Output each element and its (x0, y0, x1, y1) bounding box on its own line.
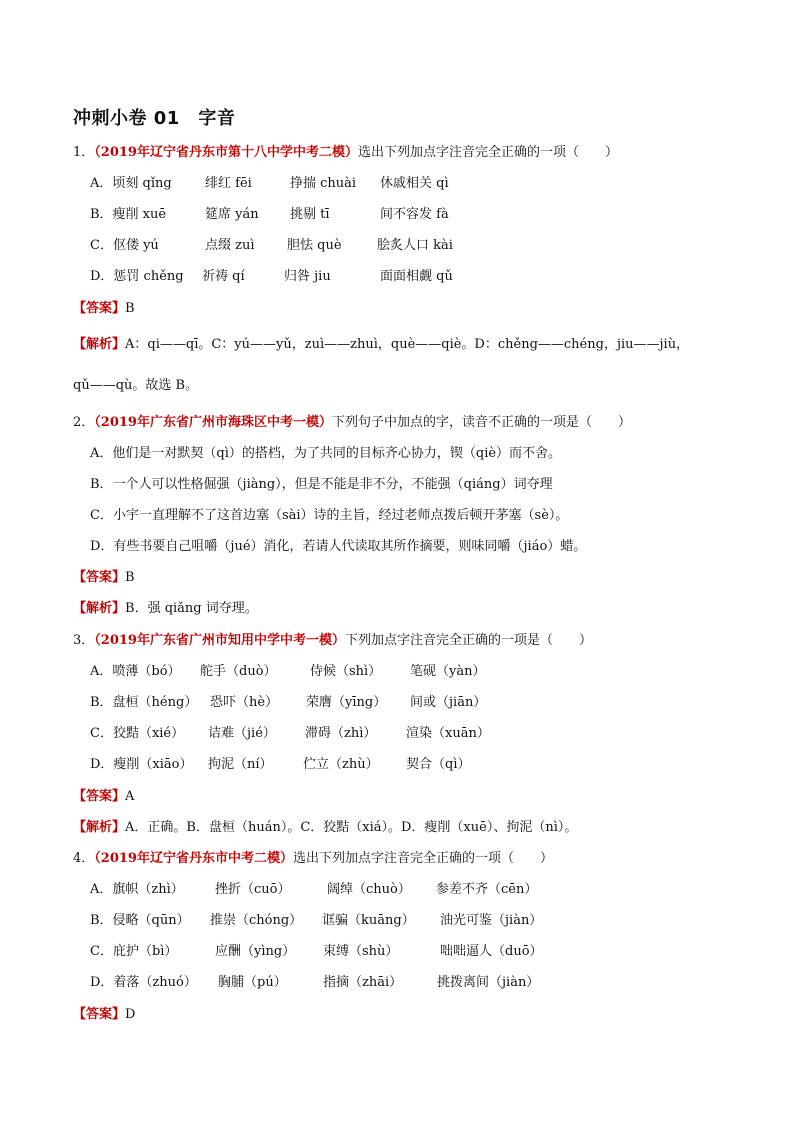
option-cell: 祈祷 qí (202, 269, 245, 284)
option-cell: 筵席 yán (205, 207, 259, 222)
option-cell: 咄咄逼人（duō） (440, 944, 543, 959)
question-3-answer (73, 789, 134, 805)
question-number: 3． (73, 633, 95, 648)
analysis-text: A．正确。B．盘桓（huán）。C．狡黠（xiá）。D．瘦削（xuē）、拘泥（nì）。 (125, 820, 578, 835)
answer-value: A (125, 789, 135, 804)
option-cell: 归咎 jiu (284, 269, 331, 284)
option-cell: 点缀 zuì (205, 238, 255, 253)
question-3-analysis (73, 820, 577, 836)
option-cell: 舵手（duò） (200, 664, 277, 679)
question-1-analysis-cont: qǔ——qù。故选 B。 (73, 378, 199, 393)
option-cell: 指摘（zhāi） (323, 975, 403, 990)
page-title: 冲刺小卷 01 字音 (73, 108, 236, 129)
question-1-answer (73, 301, 135, 317)
question-text: 选出下列加点字注音完全正确的一项（ ） (357, 145, 618, 160)
question-2-option-a: A．他们是一对默契（qì）的搭档，为了共同的目标齐心协力，锲（qiè）而不舍。 (90, 446, 562, 461)
option-cell: B．瘦削 xuē (90, 207, 167, 222)
option-cell: 荣膺（yīng） (306, 695, 387, 710)
question-2-analysis (73, 601, 258, 617)
option-cell: 笔砚（yàn） (410, 664, 486, 679)
option-cell: 伫立（zhù） (303, 757, 379, 772)
question-1-analysis (73, 337, 689, 353)
question-1-stem (73, 145, 618, 161)
question-source: （2019年辽宁省丹东市中考二模） (94, 851, 293, 866)
question-number: 1． (73, 145, 95, 160)
option-cell: D．着落（zhuó） (90, 975, 197, 990)
option-cell: 挑剔 tī (290, 207, 330, 222)
analysis-text: B．强 qiǎng 词夺理。 (125, 601, 258, 616)
option-cell: 拘泥（ní） (208, 757, 273, 772)
question-2-answer (73, 570, 135, 586)
option-cell: 契合（qì） (406, 757, 471, 772)
question-source: （2019年广东省广州市知用中学中考一模） (94, 633, 345, 648)
option-cell: C．狡黠（xié） (90, 726, 185, 741)
answer-value: D (125, 1007, 136, 1022)
question-2-option-d: D．有些书要自己咀嚼（jué）消化，若请人代读取其所作摘要，则味同嚼（jiáo）蜡。 (90, 539, 587, 554)
option-cell: B．侵略（qūn） (90, 913, 190, 928)
question-2-option-c: C．小宇一直理解不了这首边塞（sài）诗的主旨，经过老师点拨后顿开茅塞（sè）。 (90, 508, 569, 523)
option-cell: 诓骗（kuāng） (322, 913, 415, 928)
option-cell: C．伛偻 yú (90, 238, 159, 253)
option-cell: 应酬（yìng） (215, 944, 296, 959)
option-cell: 阔绰（chuò） (327, 882, 411, 897)
option-cell: 胆怯 què (287, 238, 342, 253)
option-cell: 挑拨离间（jiàn） (437, 975, 540, 990)
analysis-label: 【解析】 (73, 601, 126, 616)
option-cell: 恐吓（hè） (210, 695, 279, 710)
option-cell: D．瘦削（xiāo） (90, 757, 193, 772)
analysis-text: A：qi——qī。C：yú——yǔ，zuì——zhuì，què——qiè。D：chěng——chéng，jiu——jiù， (125, 337, 690, 352)
option-cell: B．盘桓（héng） (90, 695, 198, 710)
option-cell: D．惩罚 chěng (90, 269, 184, 284)
question-source: （2019年广东省广州市海珠区中考一模） (94, 415, 332, 430)
question-source: （2019年辽宁省丹东市第十八中学中考二模） (94, 145, 358, 160)
option-cell: 脍炙人口 kài (377, 238, 453, 253)
answer-label: 【答案】 (73, 789, 126, 804)
answer-label: 【答案】 (73, 570, 126, 585)
question-3-stem (73, 633, 592, 649)
option-cell: 侍候（shì） (310, 664, 382, 679)
question-number: 2． (73, 415, 95, 430)
option-cell: A．喷薄（bó） (90, 664, 181, 679)
option-cell: 诘难（jié） (208, 726, 276, 741)
option-cell: A．顷刻 qǐng (90, 176, 172, 191)
option-cell: 参差不齐（cēn） (436, 882, 538, 897)
question-2-stem (73, 415, 631, 431)
analysis-label: 【解析】 (73, 820, 126, 835)
question-2-option-b: B．一个人可以性格倔强（jiàng），但是不能是非不分，不能强（qiáng）词夺理 (90, 477, 553, 492)
option-cell: 间或（jiān） (410, 695, 487, 710)
option-cell: 胸脯（pú） (218, 975, 287, 990)
answer-value: B (125, 570, 135, 585)
option-cell: 间不容发 fà (380, 207, 449, 222)
option-cell: 滞碍（zhì） (305, 726, 377, 741)
option-cell: A．旗帜（zhì） (90, 882, 184, 897)
question-number: 4． (73, 851, 95, 866)
option-cell: 挣揣 chuài (290, 176, 357, 191)
question-4-answer (73, 1007, 135, 1023)
option-cell: C．庇护（bì） (90, 944, 178, 959)
option-cell: 休戚相关 qì (380, 176, 449, 191)
option-cell: 渲染（xuān） (406, 726, 490, 741)
option-cell: 束缚（shù） (323, 944, 399, 959)
question-text: 选出下列加点字注音完全正确的一项（ ） (292, 851, 553, 866)
option-cell: 推崇（chóng） (210, 913, 303, 928)
option-cell: 绯红 fēi (205, 176, 252, 191)
answer-label: 【答案】 (73, 301, 126, 316)
option-cell: 面面相觑 qǔ (380, 269, 453, 284)
question-4-stem (73, 851, 553, 867)
question-text: 下列加点字注音完全正确的一项是（ ） (344, 633, 592, 648)
analysis-label: 【解析】 (73, 337, 126, 352)
answer-value: B (125, 301, 135, 316)
option-cell: 挫折（cuō） (215, 882, 291, 897)
question-text: 下列句子中加点的字，读音不正确的一项是（ ） (331, 415, 631, 430)
option-cell: 油光可鉴（jiàn） (440, 913, 543, 928)
answer-label: 【答案】 (73, 1007, 126, 1022)
